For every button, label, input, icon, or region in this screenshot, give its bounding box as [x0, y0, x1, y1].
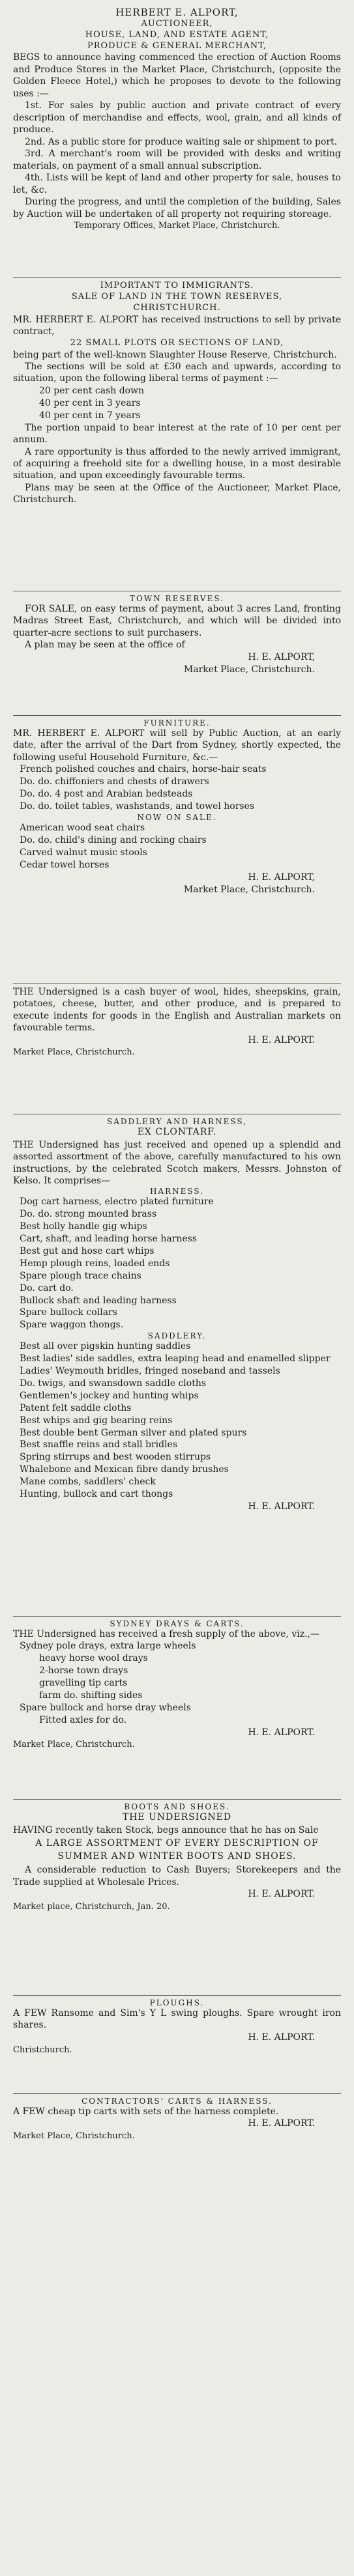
ad6-harness-heading: HARNESS. — [149, 1187, 205, 1196]
ad8-title: BOOTS AND SHOES. — [124, 1802, 230, 1811]
list-item: Dog cart harness, electro plated furniture — [20, 1196, 214, 1208]
list-item: Best whips and gig bearing reins — [20, 1415, 173, 1426]
list-item: Spring stirrups and best wooden stirrups — [20, 1452, 211, 1463]
list-item: Best all over pigskin hunting saddles — [20, 1341, 191, 1352]
ad6-signature: H. E. ALPORT. — [248, 1501, 315, 1512]
list-item: 4th. Lists will be kept of land and other property for sale, houses to let, &c. — [13, 173, 341, 195]
list-item: Spare bullock collars — [20, 1307, 117, 1318]
list-item: Hemp plough reins, loaded ends — [20, 1258, 170, 1269]
ad-auctioneer — [13, 4, 341, 278]
ad3-body: FOR SALE, on easy terms of payment, about 3 acres Land, fronting Madras Street East, Christchurch, and which will be divided into quarter-acre sections to suit purchasers. — [13, 604, 341, 638]
ad8-body: HAVING recently taken Stock, begs announce that he has on Sale — [13, 1824, 319, 1835]
list-item: 2nd. As a public store for produce waiting sale or shipment to port. — [25, 136, 338, 147]
ad9-signature: H. E. ALPORT. — [248, 2031, 315, 2043]
ad8-signature: H. E. ALPORT. — [248, 1889, 315, 1900]
ad10-body: A FEW cheap tip carts with sets of the harness complete. — [13, 2106, 279, 2117]
list-item: 40 per cent in 3 years — [39, 397, 141, 408]
ad10-title: CONTRACTORS' CARTS & HARNESS. — [81, 2097, 273, 2106]
ad9-title: PLOUGHS. — [149, 1998, 205, 2007]
list-item: Carved walnut music stools — [20, 847, 147, 858]
list-item: Do. do. 4 post and Arabian bedsteads — [20, 789, 193, 800]
list-item: Do. do. child's dining and rocking chairs — [20, 834, 207, 845]
list-item: Spare bullock and horse dray wheels — [20, 1702, 191, 1713]
list-item: Best snaffle reins and stall bridles — [20, 1439, 178, 1451]
ad-ploughs — [13, 1996, 341, 2094]
ad-cash-buyer — [13, 984, 341, 1114]
ad2-lots: 22 SMALL PLOTS OR SECTIONS OF LAND, — [70, 337, 284, 348]
list-item: Spare waggon thongs. — [20, 1320, 124, 1331]
ad7-body: THE Undersigned has received a fresh supply of the above, viz.,— — [13, 1629, 319, 1639]
list-item: 3rd. A merchant's room will be provided with desks and writing materials, on payment of a small annual subscription. — [13, 149, 341, 171]
ad-drays — [13, 1617, 341, 1800]
ad5-signature: H. E. ALPORT. — [248, 1034, 315, 1045]
ad-town-reserves — [13, 591, 341, 716]
ad2-body2: being part of the well-known Slaughter House Reserve, Christchurch. — [13, 349, 337, 360]
list-item: Best double bent German silver and plated spurs — [20, 1427, 247, 1438]
list-item: American wood seat chairs — [20, 822, 145, 833]
ad1-uses-list — [13, 100, 341, 196]
list-item: 40 per cent in 7 years — [39, 410, 141, 421]
ad6-body: THE Undersigned has just received and opened up a splendid and assorted assortment of the above, carefully manufactured to his own instructions, by the celebrated Scotch makers, Messrs. Johnston of Kelso. It comprises— — [13, 1139, 341, 1186]
list-item: Mane combs, saddlers' check — [20, 1477, 156, 1488]
ad2-body3: The sections will be sold at £30 each and upwards, according to situation, upon the following liberal terms of payment :— — [13, 361, 341, 384]
ad4-place: Market Place, Christchurch. — [183, 885, 315, 896]
ad4-body: MR. HERBERT E. ALPORT will sell by Public Auction, at an early date, after the arrival of the Dart from Sydney, shortly expected, the following useful Household Furniture, &c.— — [13, 728, 341, 763]
list-item: Gentlemen's jockey and hunting whips — [20, 1390, 199, 1401]
list-item: Ladies' Weymouth bridles, fringed noseband and tassels — [20, 1366, 280, 1377]
ad4-signature: H. E. ALPORT, — [248, 871, 315, 883]
list-item: Fitted axles for do. — [39, 1714, 127, 1725]
list-item: Bullock shaft and leading harness — [20, 1295, 177, 1306]
list-item: Do. cart do. — [20, 1282, 74, 1294]
list-item: heavy horse wool drays — [39, 1653, 148, 1664]
list-item: Do. do. toilet tables, washstands, and towel horses — [20, 801, 255, 812]
ad-contractors — [13, 2094, 341, 2179]
list-item: Cart, shaft, and leading horse harness — [20, 1234, 198, 1245]
list-item: Sydney pole drays, extra large wheels — [20, 1641, 196, 1652]
list-item: Hunting, bullock and cart thongs — [20, 1488, 173, 1499]
ad7-title: SYDNEY DRAYS & CARTS. — [110, 1619, 244, 1628]
ad8-body2: A considerable reduction to Cash Buyers; Storekeepers and the Trade supplied at Wholesale Prices. — [13, 1865, 341, 1888]
ad3-place: Market Place, Christchurch. — [183, 664, 315, 675]
list-item: Whalebone and Mexican fibre dandy brushes — [20, 1464, 229, 1475]
ad4-items — [13, 763, 341, 813]
ad6-title: SADDLERY AND HARNESS, — [107, 1117, 247, 1126]
ad1-trade: HOUSE, LAND, AND ESTATE AGENT, — [85, 29, 269, 40]
ad1-footer: Temporary Offices, Market Place, Christchurch. — [74, 220, 280, 231]
list-item: French polished couches and chairs, horse-hair seats — [20, 764, 267, 775]
ad7-signature: H. E. ALPORT. — [248, 1727, 315, 1738]
ad9-body: A FEW Ransome and Sim's Y L swing ploughs. Spare wrought iron shares. — [13, 2008, 341, 2031]
ad6-saddlery-list — [13, 1340, 341, 1501]
ad3-plan: A plan may be seen at the office of — [25, 640, 185, 651]
list-item: Do. do. chiffoniers and chests of drawers — [20, 776, 209, 787]
ad1-trade2: PRODUCE & GENERAL MERCHANT, — [87, 40, 267, 51]
ad2-place: CHRISTCHURCH. — [133, 302, 221, 313]
ad-saddlery — [13, 1114, 341, 1617]
ad2-body: MR. HERBERT E. ALPORT has received instructions to sell by private contract, — [13, 314, 341, 337]
ad6-subtitle: EX CLONTARF. — [137, 1127, 217, 1137]
ad10-place: Market Place, Christchurch. — [13, 2131, 135, 2142]
list-item: Cedar towel horses — [20, 859, 110, 870]
list-item: gravelling tip carts — [39, 1678, 128, 1689]
ad1-closing: During the progress, and until the completion of the building, Sales by Auction will be undertaken of all property not requiring storeage. — [13, 197, 341, 219]
ad4-items2 — [13, 822, 341, 871]
ad2-subtitle: SALE OF LAND IN THE TOWN RESERVES, — [71, 291, 283, 302]
ad1-body: BEGS to announce having commenced the erection of Auction Rooms and Produce Stores in the Market Place, Christchurch, (opposite the Golden Fleece Hotel,) which he proposes to devote to the following uses :— — [13, 52, 341, 99]
ad-immigrants — [13, 278, 341, 591]
ad2-body5: A rare opportunity is thus afforded to the newly arrived immigrant, of acquiring a freehold site for a dwelling house, in a most desirable situation, and upon exceedingly favourable terms. — [13, 446, 341, 481]
ad-furniture — [13, 716, 341, 984]
ad10-signature: H. E. ALPORT. — [248, 2118, 315, 2129]
list-item: 20 per cent cash down — [39, 385, 145, 396]
ad5-body: THE Undersigned is a cash buyer of wool, hides, sheepskins, grain, potatoes, cheese, butter, and other produce, and is prepared to execute indents for goods in the English and Australian markets on favourable terms. — [13, 987, 341, 1034]
ad6-harness-list — [13, 1196, 341, 1331]
list-item: Patent felt saddle cloths — [20, 1402, 132, 1413]
ad6-saddlery-heading: SADDLERY. — [147, 1331, 207, 1341]
list-item: 1st. For sales by public auction and private contract of every description of merchandise and effects, wool, grain, and all kinds of produce. — [13, 100, 341, 135]
ad1-role: AUCTIONEER, — [141, 18, 213, 29]
ad8-place: Market place, Christchurch, Jan. 20. — [13, 1901, 170, 1912]
ad8-big: A LARGE ASSORTMENT OF EVERY DESCRIPTION OF SUMMER AND WINTER BOOTS AND SHOES. — [35, 1838, 319, 1861]
ad1-name: HERBERT E. ALPORT, — [115, 7, 239, 18]
list-item: Do. twigs, and swansdown saddle cloths — [20, 1378, 207, 1389]
ad4-now-on-sale: NOW ON SALE. — [137, 812, 217, 822]
ad2-title: IMPORTANT TO IMMIGRANTS. — [100, 281, 254, 290]
list-item: Do. do. strong mounted brass — [20, 1209, 157, 1220]
list-item: Spare plough trace chains — [20, 1270, 141, 1281]
list-item: Best gut and hose cart whips — [20, 1246, 155, 1257]
ad7-items — [13, 1640, 341, 1726]
list-item: 2-horse town drays — [39, 1665, 128, 1677]
list-item: Best ladies' side saddles, extra leaping head and enamelled slipper — [20, 1353, 331, 1365]
ad2-terms — [13, 385, 341, 422]
ad-boots — [13, 1800, 341, 1996]
ad8-subtitle: THE UNDERSIGNED — [122, 1812, 232, 1822]
list-item: farm do. shifting sides — [39, 1690, 143, 1701]
ad7-place: Market Place, Christchurch. — [13, 1740, 135, 1750]
ad3-signature: H. E. ALPORT, — [248, 651, 315, 662]
ad3-title: TOWN RESERVES. — [130, 594, 224, 603]
ad2-body4: The portion unpaid to bear interest at the rate of 10 per cent per annum. — [13, 422, 341, 446]
ad4-title: FURNITURE. — [143, 718, 211, 728]
ad2-footer: Plans may be seen at the Office of the Auctioneer, Market Place, Christchurch. — [13, 482, 341, 505]
ad9-place: Christchurch. — [13, 2045, 72, 2055]
list-item: Best holly handle gig whips — [20, 1221, 147, 1232]
ad5-place: Market Place, Christchurch. — [13, 1047, 135, 1058]
